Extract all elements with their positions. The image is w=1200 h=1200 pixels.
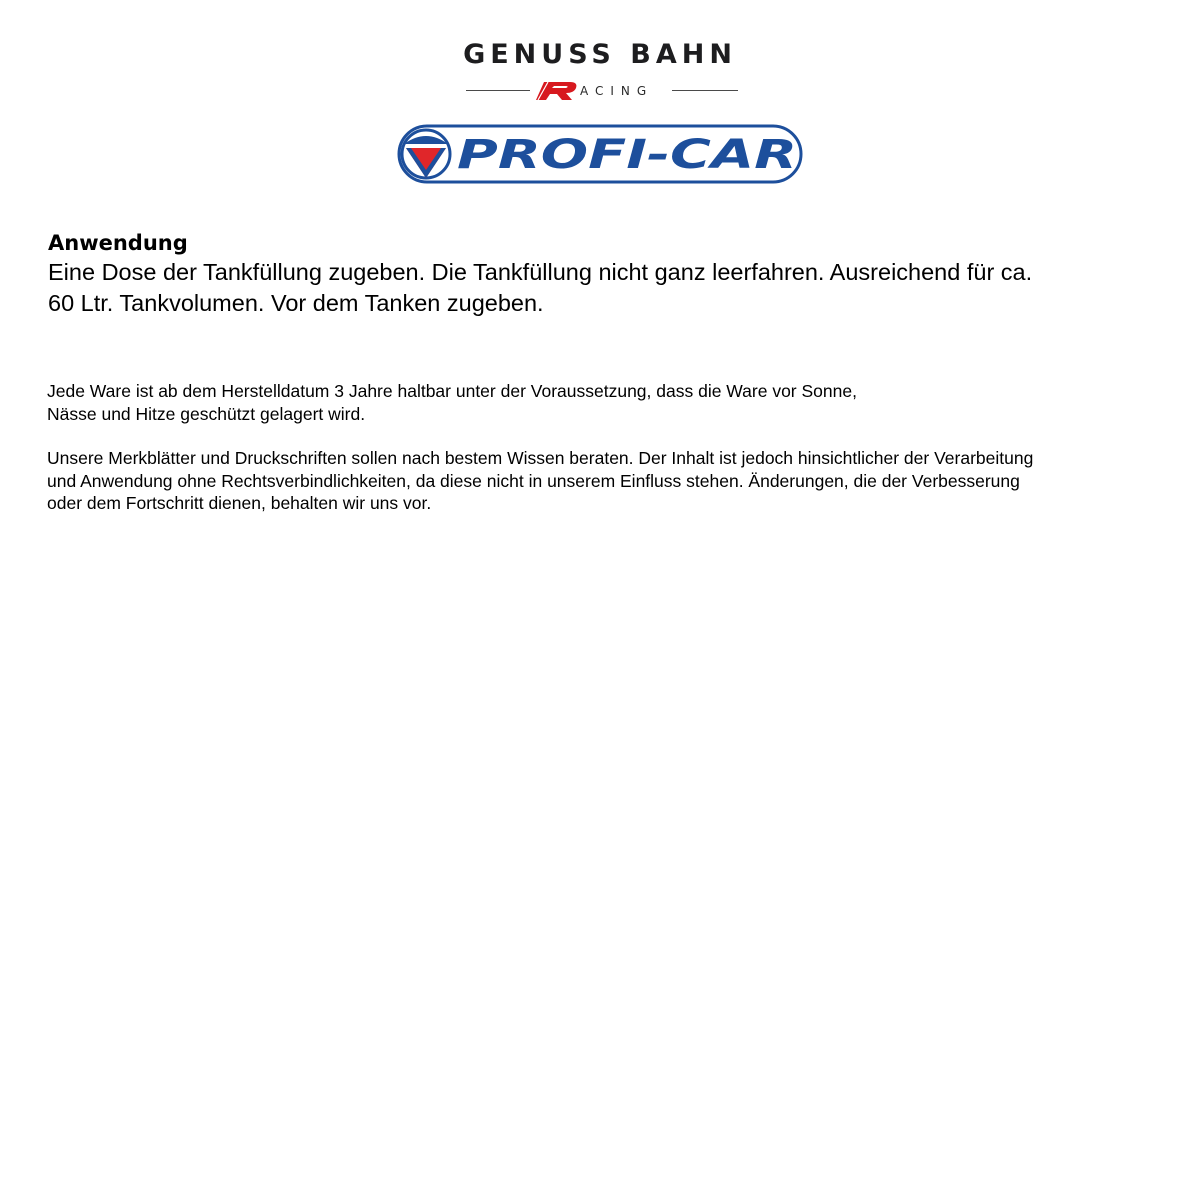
notes-section — [47, 380, 1177, 537]
racing-r-logo-icon — [536, 80, 580, 102]
disclaimer-line-3: oder dem Fortschritt dienen, behalten wir uns vor. — [47, 493, 432, 513]
usage-section — [48, 229, 1178, 319]
brand-header — [0, 0, 1200, 200]
usage-heading: Anwendung — [48, 231, 188, 255]
racing-divider-left — [466, 90, 530, 91]
racing-subtitle — [466, 80, 738, 102]
shelf-life-line-2: Nässe und Hitze geschützt gelagert wird. — [47, 403, 366, 424]
racing-divider-right — [672, 90, 738, 91]
shelf-life-note — [47, 380, 1177, 425]
brand-title: GENUSS BAHN — [463, 39, 737, 70]
profi-car-logo — [397, 124, 803, 184]
disclaimer-line-2: und Anwendung ohne Rechtsverbindlichkeiten, da diese nicht in unserem Einfluss stehen. Änderungen, die der Verbesserung — [47, 470, 1020, 491]
usage-line-1: Eine Dose der Tankfüllung zugeben. Die Tankfüllung nicht ganz leerfahren. Ausreichend für ca. — [48, 259, 1033, 285]
disclaimer-line-1: Unsere Merkblätter und Druckschriften sollen nach bestem Wissen beraten. Der Inhalt ist jedoch hinsichtlicher der Verarbeitung — [47, 448, 1034, 468]
shelf-life-line-1: Jede Ware ist ab dem Herstelldatum 3 Jahre haltbar unter der Voraussetzung, dass die Ware vor Sonne, — [47, 381, 857, 401]
disclaimer-note — [47, 447, 1177, 515]
profi-logo-text: PROFI-CAR — [457, 132, 797, 178]
racing-word: ACING — [580, 84, 654, 98]
usage-line-2: 60 Ltr. Tankvolumen. Vor dem Tanken zugeben. — [48, 290, 544, 316]
